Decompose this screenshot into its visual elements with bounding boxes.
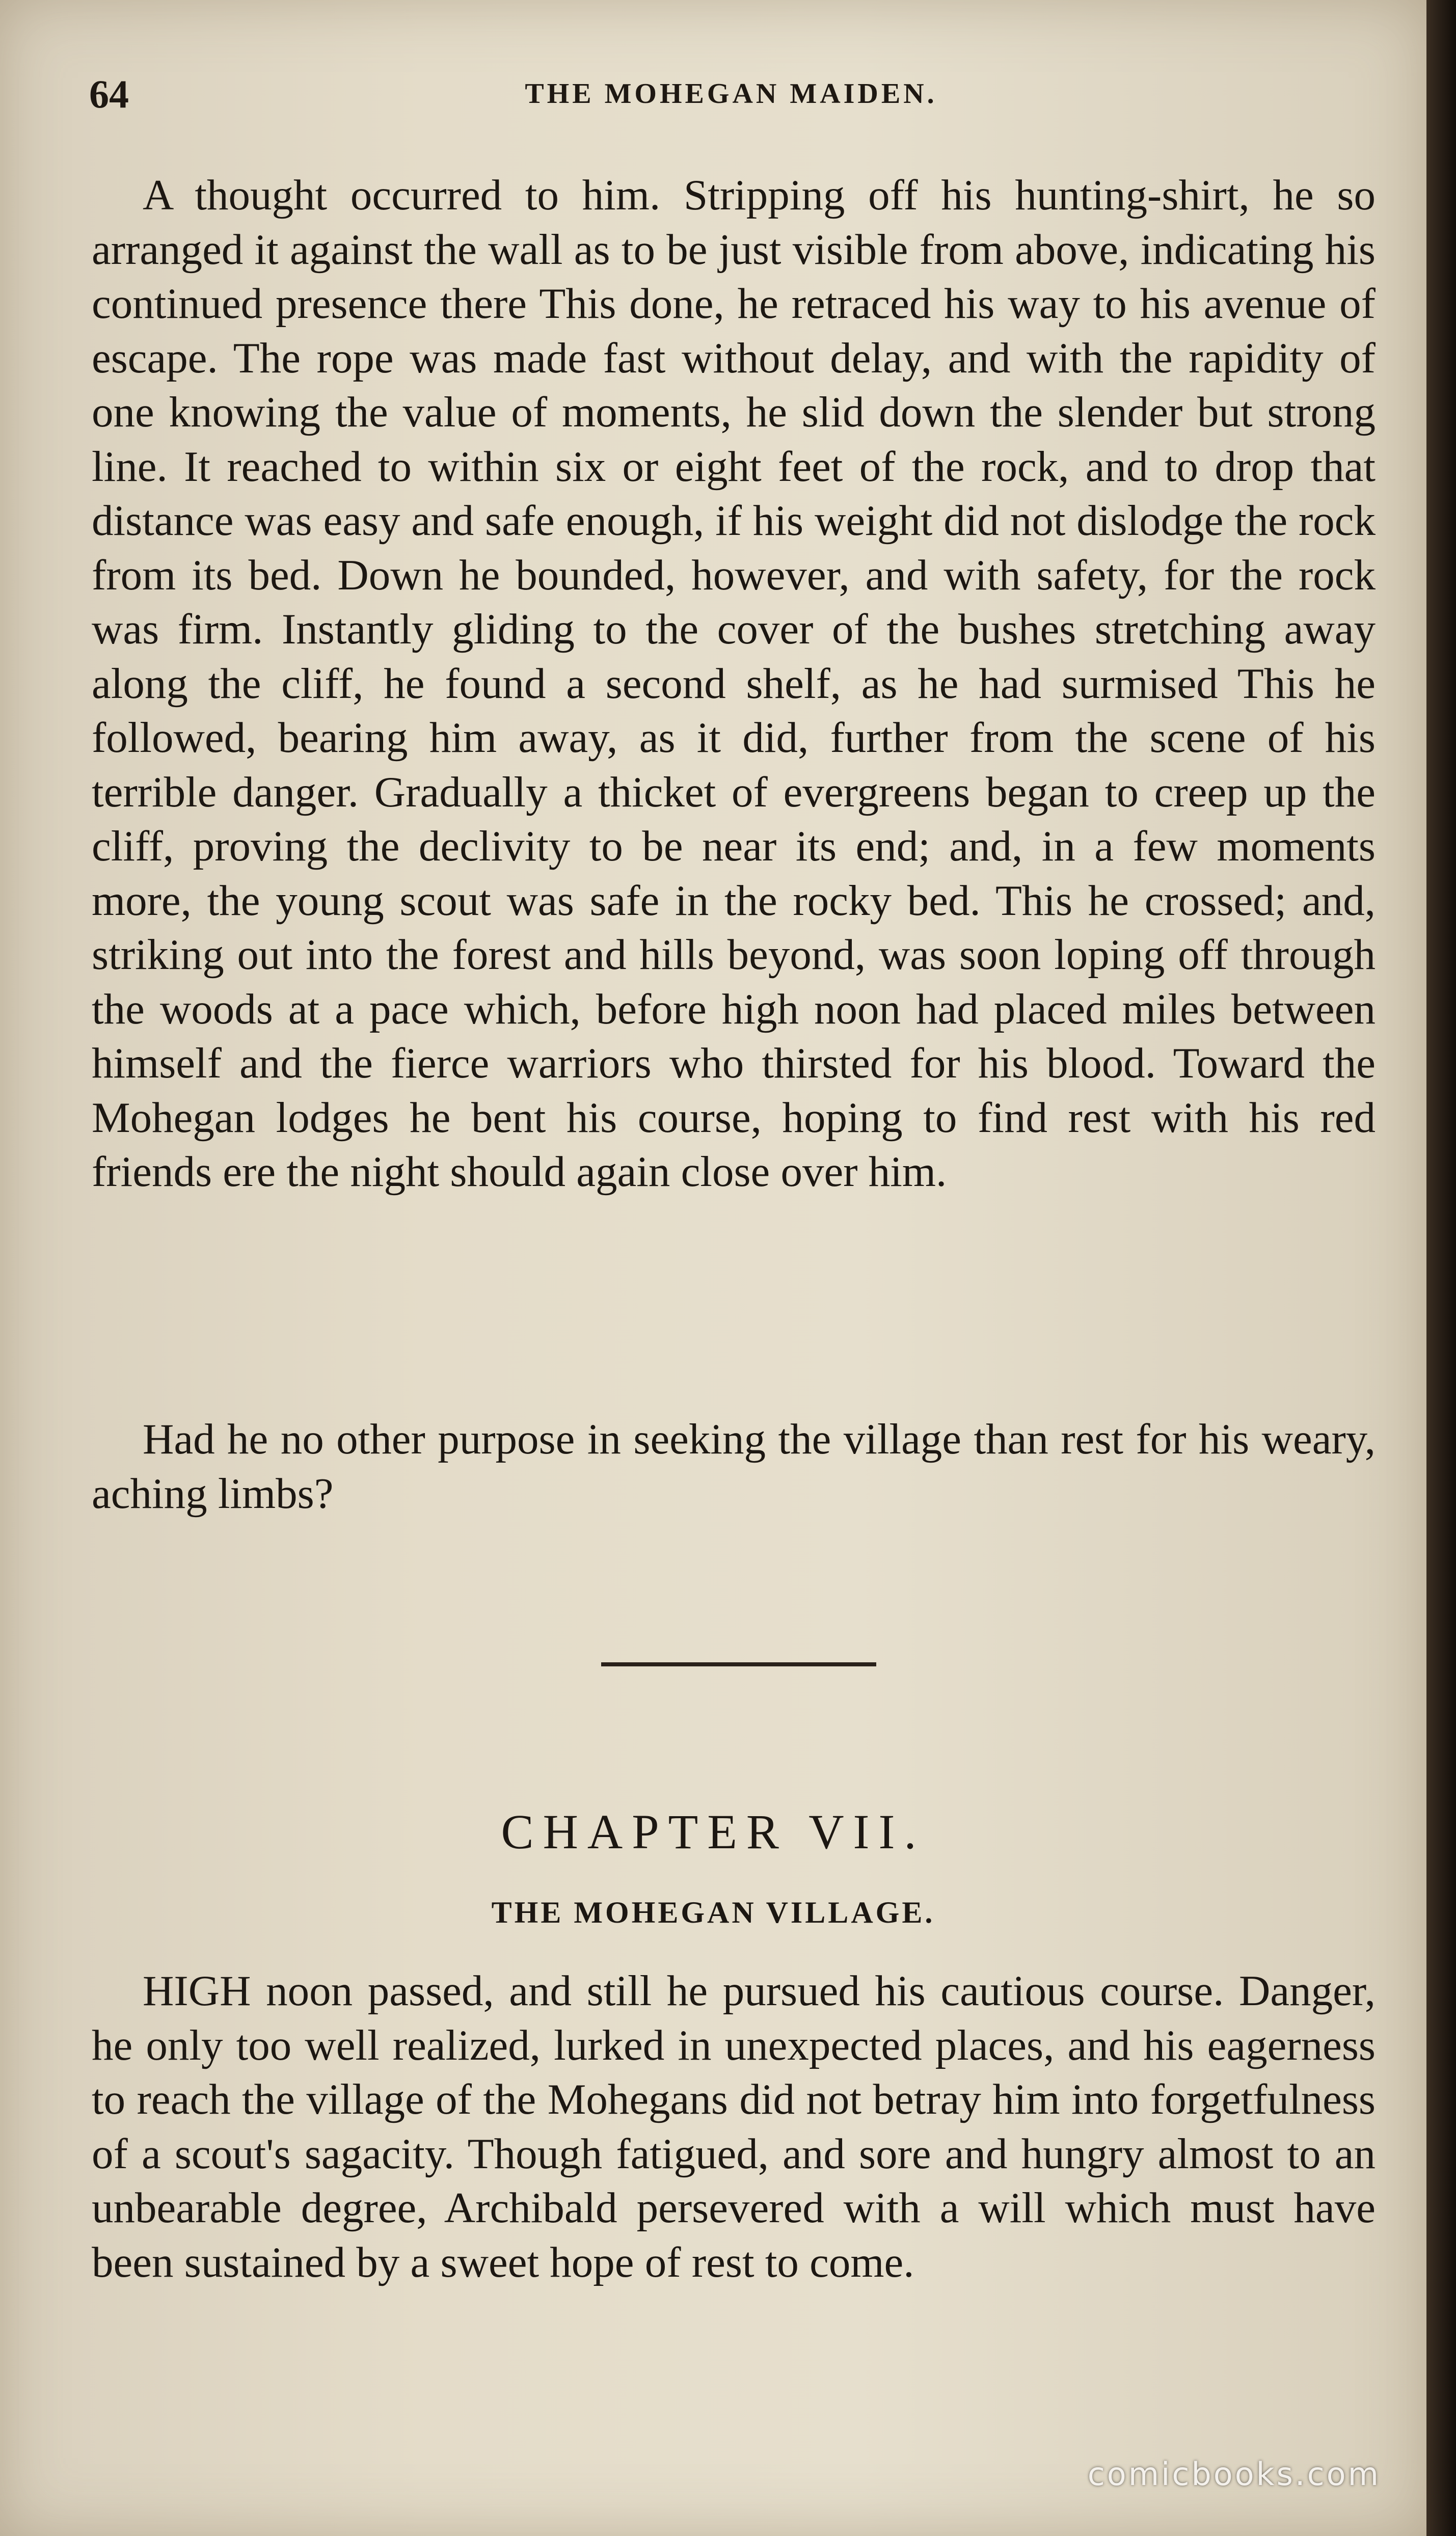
body-paragraph bbox=[92, 168, 1376, 1199]
chapter-opening-paragraph bbox=[92, 1964, 1376, 2289]
section-divider bbox=[601, 1662, 876, 1666]
paragraph-text: HIGH noon passed, and still he pursued his cautious course. Danger, he only too well realized, lurked in unexpected places, and his eagerness to reach the village of the Mohegans did not betray him into forgetfulness of a scout's sagacity. Though fatigued, and sore and hungry almost to an unbearable degree, Archibald persevered with a will which must have been sustained by a sweet hope of rest to come. bbox=[92, 1967, 1376, 2286]
running-title: THE MOHEGAN MAIDEN. bbox=[525, 78, 937, 110]
running-head bbox=[89, 71, 1373, 122]
body-paragraph bbox=[92, 1412, 1376, 1521]
paragraph-text: Had he no other purpose in seeking the village than rest for his weary, aching limbs? bbox=[92, 1415, 1376, 1518]
watermark-text: comicbooks.com bbox=[1087, 2456, 1381, 2493]
page-number: 64 bbox=[89, 72, 129, 116]
chapter-title: THE MOHEGAN VILLAGE. bbox=[491, 1896, 935, 1929]
paragraph-text: A thought occurred to him. Stripping off his hunting-shirt, he so arranged it against the wall as to be just visible from above, indicating his continued presence there This done, he retraced his way to his avenue of escape. The rope was made fast without delay, and with the rapidity of one knowing the value of moments, he slid down the slender but strong line. It reached to within six or eight feet of the rock, and to drop that distance was easy and safe enough, if his weight did not dislodge the rock from its bed. Down he bounded, however, and with safety, for the rock was firm. Instantly gliding to the cover of the bushes stretching away along the cliff, he found a second shelf, as he had surmised This he followed, bearing him away, as it did, further from the scene of his terrible danger. Gradually a thicket of evergreens began to creep up the cliff, proving the declivity to be near its end; and, in a few moments more, the young scout was safe in the rocky bed. This he crossed; and, striking out into the forest and hills beyond, was soon loping off through the woods at a pace which, before high noon had placed miles between himself and the fierce warriors who thirsted for his blood. Toward the Mohegan lodges he bent his course, hoping to find rest with his red friends ere the night should again close over him. bbox=[92, 171, 1376, 1196]
book-spine-edge bbox=[1426, 0, 1456, 2536]
chapter-heading: CHAPTER VII. bbox=[501, 1804, 926, 1859]
